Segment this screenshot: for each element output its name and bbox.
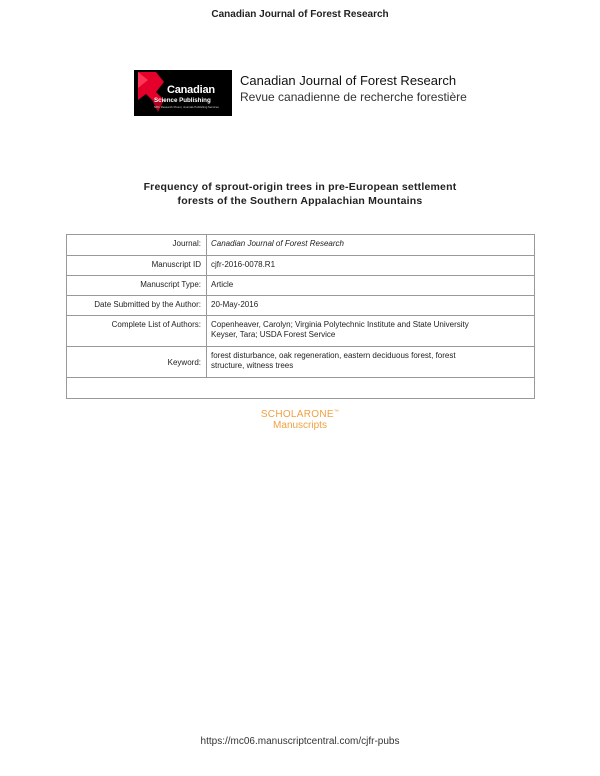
- paper-title: [60, 180, 540, 208]
- journal-label: Journal:: [67, 235, 207, 256]
- table-row: [67, 296, 535, 316]
- date-submitted-value: 20-May-2016: [207, 296, 535, 316]
- authors-value: [207, 316, 535, 347]
- journal-name-fr: Revue canadienne de recherche forestière: [240, 90, 467, 104]
- manuscript-type-value: Article: [207, 276, 535, 296]
- date-submitted-label: Date Submitted by the Author:: [67, 296, 207, 316]
- journal-value: Canadian Journal of Forest Research: [207, 235, 535, 256]
- trademark-mark: ™: [333, 409, 340, 415]
- table-row: [67, 235, 535, 256]
- manuscript-id-value: cjfr-2016-0078.R1: [207, 256, 535, 276]
- authors-label: Complete List of Authors:: [67, 316, 207, 347]
- author-line-2: Keyser, Tara; USDA Forest Service: [211, 330, 336, 339]
- table-row: [67, 378, 535, 399]
- manuscript-metadata-table: [66, 234, 535, 399]
- table-row: [67, 347, 535, 378]
- keyword-value: [207, 347, 535, 378]
- author-line-1: Copenheaver, Carolyn; Virginia Polytechnic Institute and State University: [211, 320, 469, 329]
- keyword-line-1: forest disturbance, oak regeneration, eastern deciduous forest, forest: [211, 351, 456, 360]
- scholarone-product: Manuscripts: [273, 420, 327, 431]
- table-row: [67, 256, 535, 276]
- scholarone-logo: [0, 409, 600, 431]
- publisher-logo: [134, 70, 232, 116]
- logo-subtitle: Science Publishing: [154, 97, 211, 104]
- scholarone-brand-text: SCHOLARONE: [260, 409, 334, 420]
- logo-name: Canadian: [167, 84, 215, 96]
- table-row: [67, 316, 535, 347]
- keyword-line-2: structure, witness trees: [211, 361, 294, 370]
- table-row: [67, 276, 535, 296]
- scholarone-brand: [0, 409, 600, 420]
- logo-tagline: NRC Research Press | Journals Publishing Services: [154, 105, 219, 109]
- title-line-1: Frequency of sprout-origin trees in pre-European settlement: [143, 181, 457, 193]
- journal-name-en: Canadian Journal of Forest Research: [240, 73, 457, 88]
- title-line-2: forests of the Southern Appalachian Mountains: [177, 195, 423, 207]
- keyword-label: Keyword:: [67, 347, 207, 378]
- manuscript-type-label: Manuscript Type:: [67, 276, 207, 296]
- running-header: Canadian Journal of Forest Research: [211, 9, 389, 20]
- manuscript-id-label: Manuscript ID: [67, 256, 207, 276]
- empty-row: [67, 378, 535, 399]
- footer-url: https://mc06.manuscriptcentral.com/cjfr-pubs: [200, 736, 400, 747]
